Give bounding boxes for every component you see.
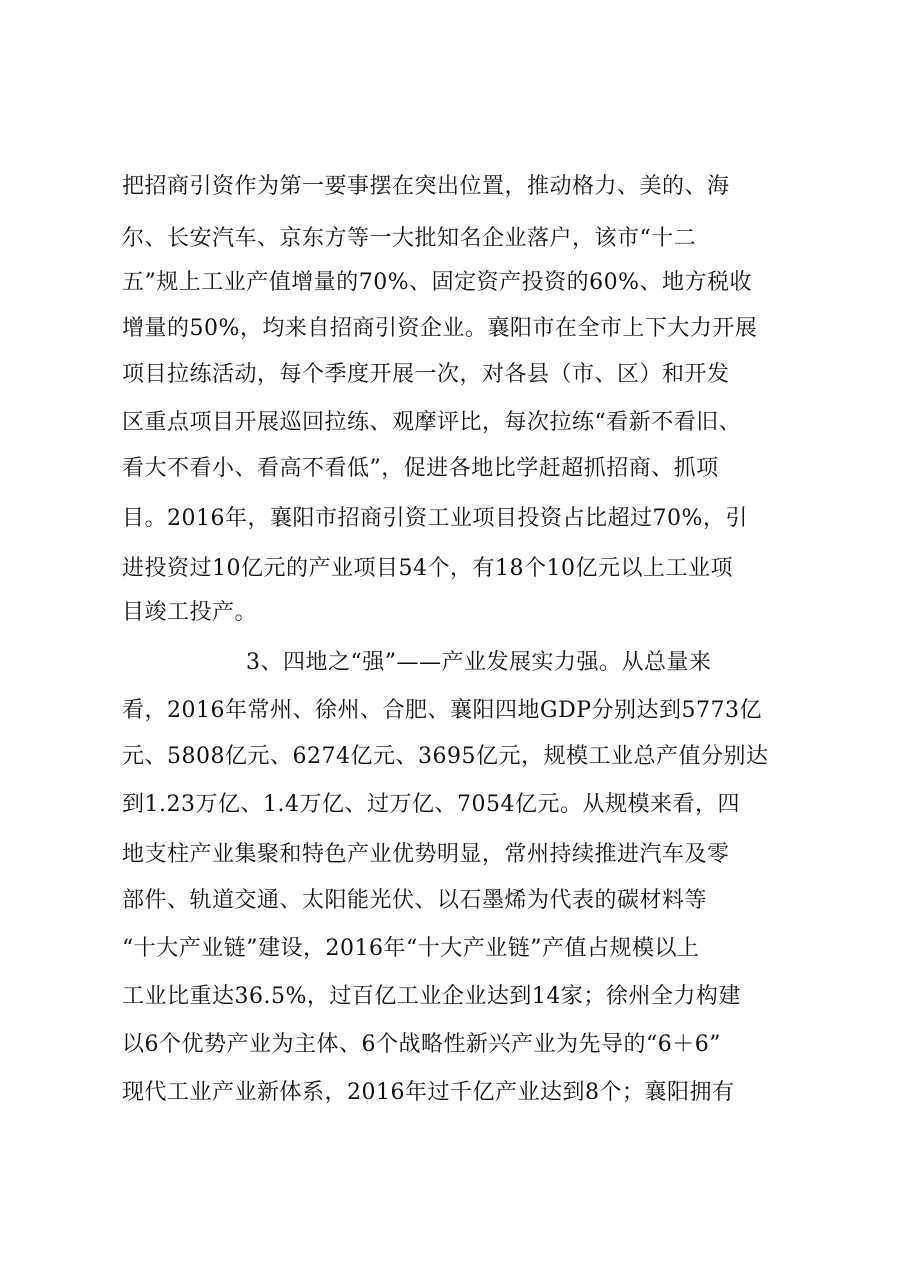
text-line: 元、5808亿元、6274亿元、3695亿元，规模工业总产值分别达: [122, 744, 769, 769]
text-line: 进投资过10亿元的产业项目54个，有18个10亿元以上工业项: [122, 556, 733, 581]
text-line: 把招商引资作为第一要事摆在突出位置，推动格力、美的、海: [122, 174, 730, 199]
text-line: “十大产业链”建设，2016年“十大产业链”产值占规模以上: [122, 936, 700, 961]
text-line: 项目拉练活动，每个季度开展一次，对各县（市、区）和开发: [122, 362, 730, 387]
text-line: 看大不看小、看高不看低”，促进各地比学赶超抓招商、抓项: [122, 456, 719, 481]
text-line: 现代工业产业新体系，2016年过千亿产业达到8个；襄阳拥有: [122, 1080, 735, 1105]
text-line: 看，2016年常州、徐州、合肥、襄阳四地GDP分别达到5773亿: [122, 698, 762, 723]
text-line: 到1.23万亿、1.4万亿、过万亿、7054亿元。从规模来看，四: [122, 792, 740, 817]
text-line: 工业比重达36.5%，过百亿工业企业达到14家；徐州全力构建: [122, 984, 741, 1009]
text-line: 五”规上工业产值增量的70%、固定资产投资的60%、地方税收: [122, 270, 753, 295]
text-line: 部件、轨道交通、太阳能光伏、以石墨烯为代表的碳材料等: [122, 888, 708, 913]
text-line: 增量的50%，均来自招商引资企业。襄阳市在全市上下大力开展: [122, 316, 758, 341]
section-heading-line: 3、四地之“强”——产业发展实力强。从总量来: [246, 650, 712, 675]
text-line: 以6个优势产业为主体、6个战略性新兴产业为先导的“6＋6”: [122, 1032, 721, 1057]
text-line: 目竣工投产。: [122, 600, 258, 625]
text-line: 目。2016年，襄阳市招商引资工业项目投资占比超过70%，引: [122, 506, 748, 531]
text-line: 区重点项目开展巡回拉练、观摩评比，每次拉练“看新不看旧、: [122, 410, 742, 435]
text-line: 尔、长安汽车、京东方等一大批知名企业落户，该市“十二: [122, 226, 697, 251]
text-line: 地支柱产业集聚和特色产业优势明显，常州持续推进汽车及零: [122, 842, 730, 867]
